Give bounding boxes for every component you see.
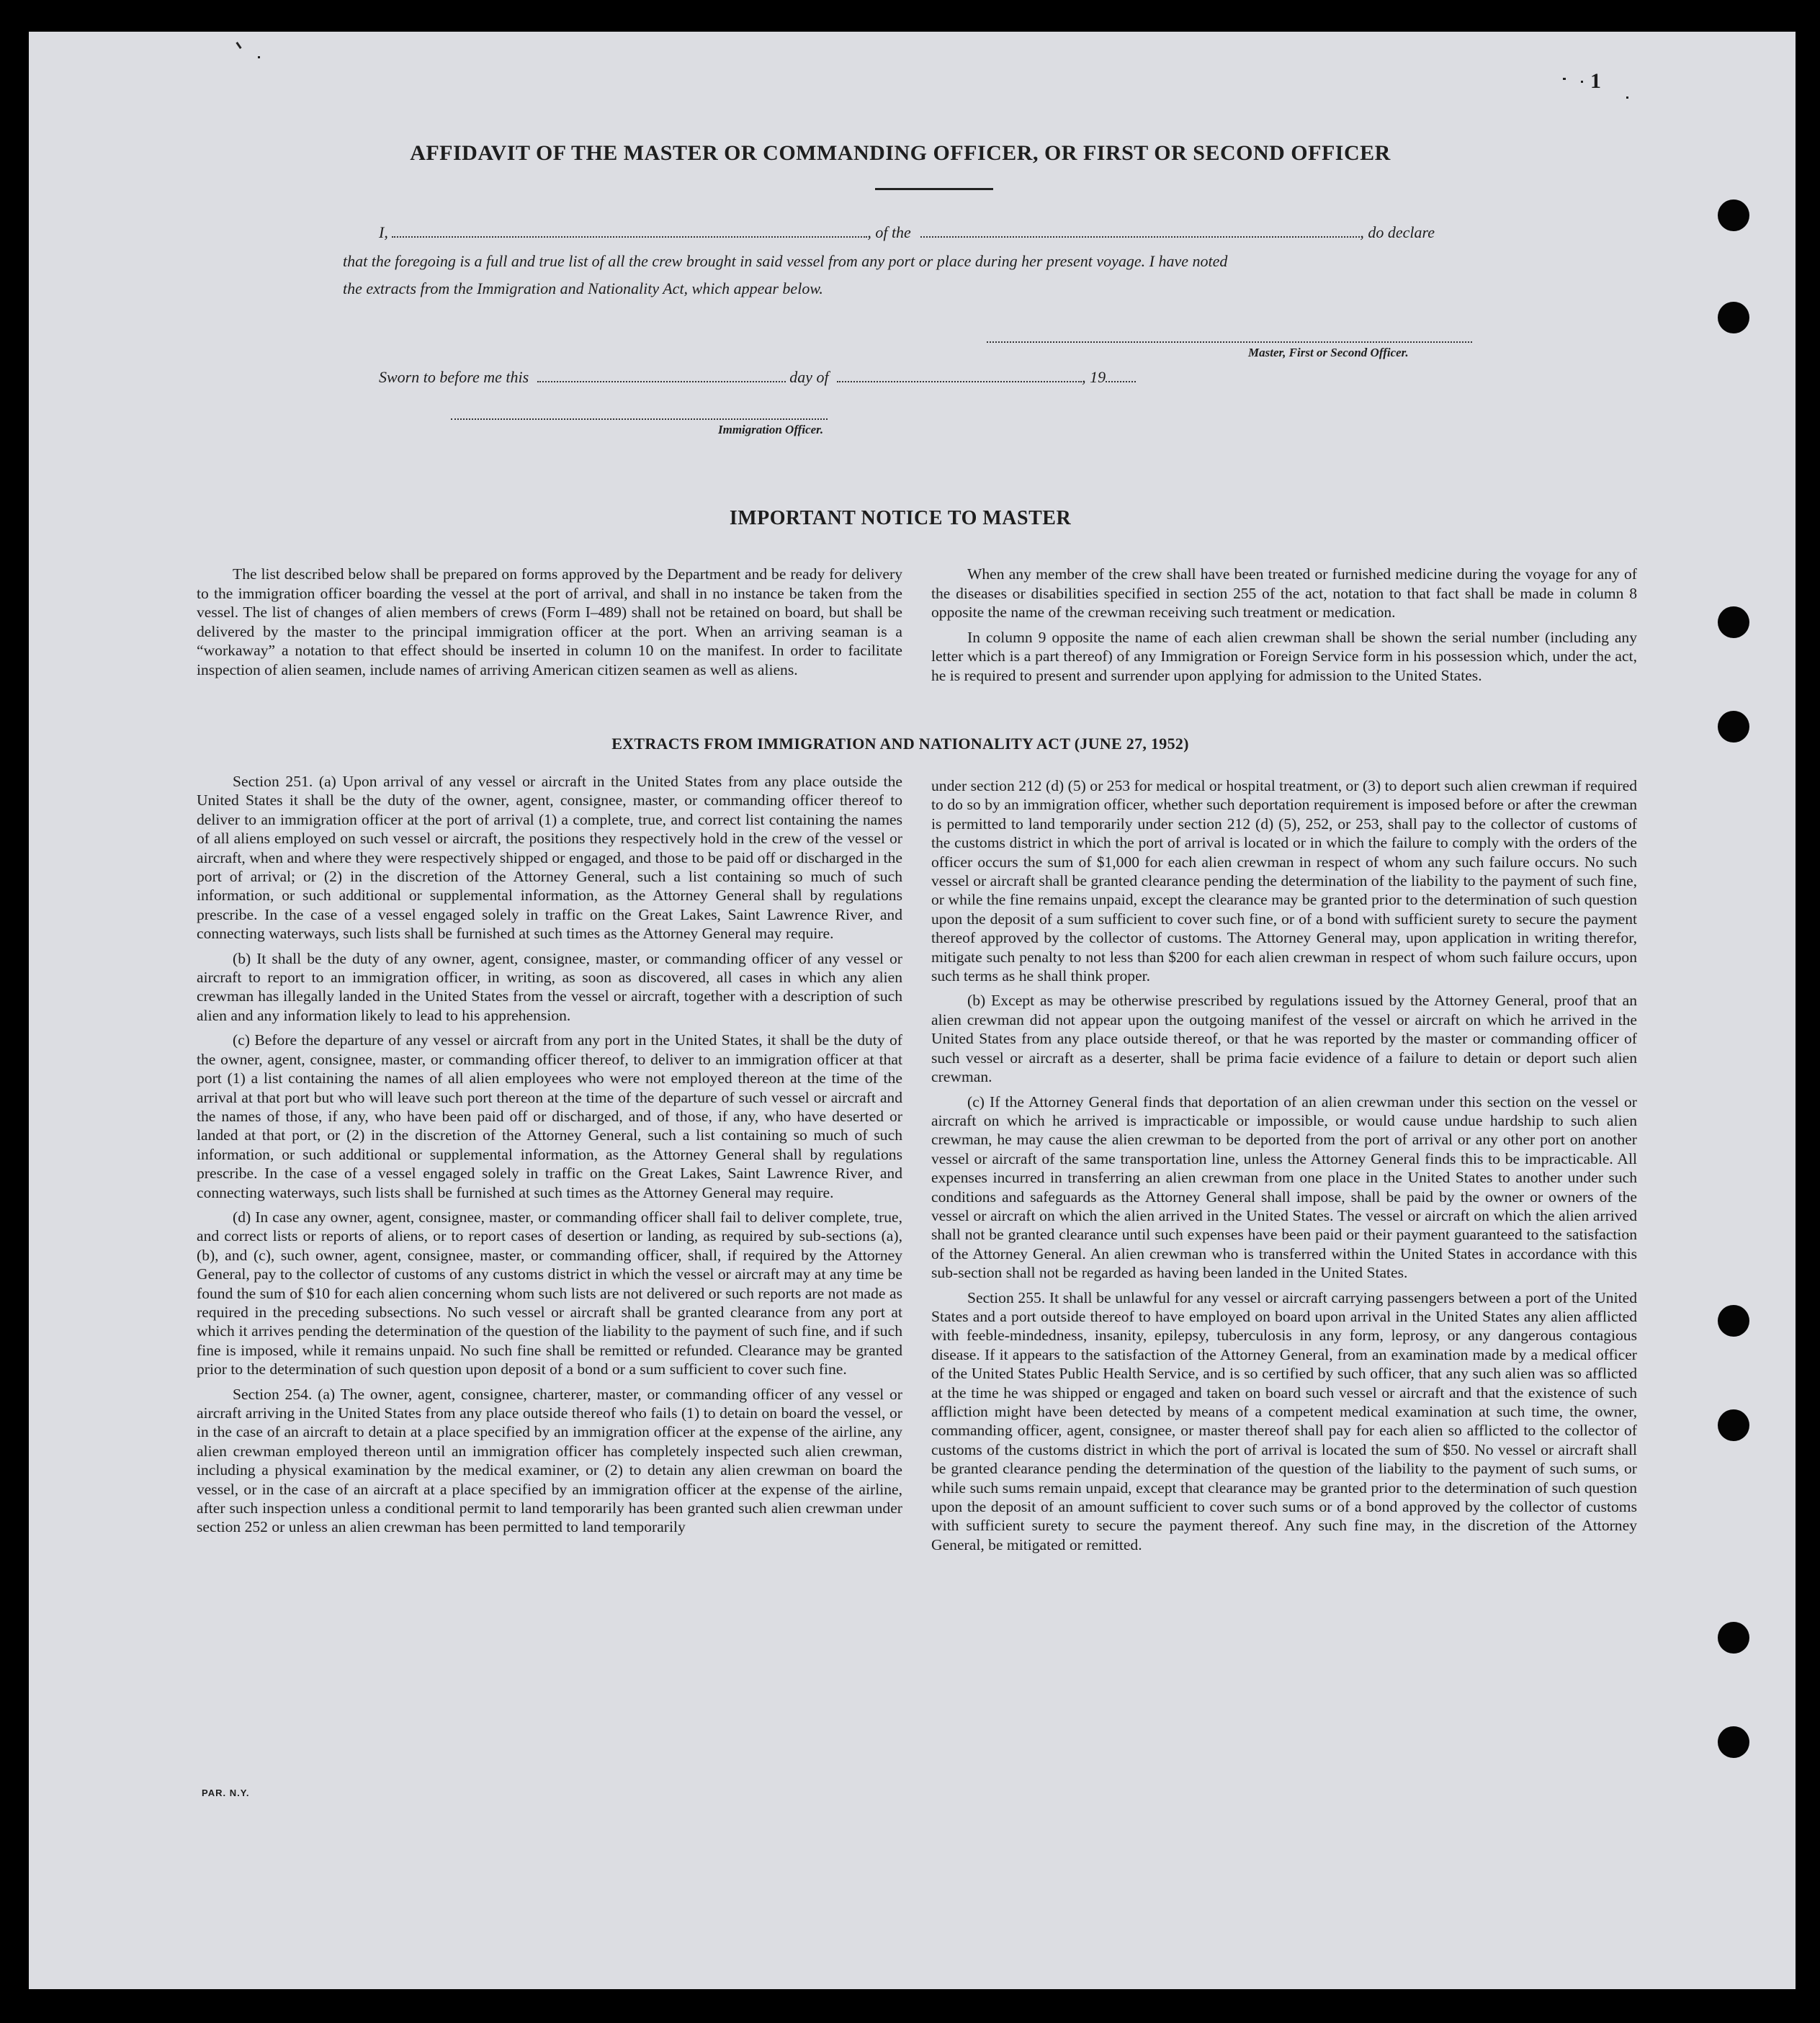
sworn-line <box>379 368 1136 387</box>
title-rule <box>875 188 993 190</box>
day-blank <box>537 380 786 382</box>
section-254a: Section 254. (a) The owner, agent, consignee, charterer, master, or commanding officer of any vessel or aircraft arriving in the United States from any place outside thereof who fails (1) to detain on board the vessel, or in the case of an aircraft to detain at a place specified by an immigration officer at the expense of the airline, any alien crewman employed thereon until an immigration officer has completely inspected such alien crewman, including a physical examination by the medical examiner, or (2) to detain any alien crewman on board the vessel, or in the case of an aircraft at a place specified by an immigration officer at the expense of the airline, after such inspection unless a conditional permit to land temporarily has been granted such alien crewman under section 252 or unless an alien crewman has been permitted to land temporarily <box>197 1385 902 1536</box>
notice-paragraph: In column 9 opposite the name of each alien crewman shall be shown the serial number (including any letter which is a part thereof) of any Immigration or Foreign Service form in his possession which, under the act, he is required to present and surrender upon applying for admission to the United States. <box>931 628 1637 684</box>
punch-hole <box>1718 1622 1749 1654</box>
page-mark: 1 <box>1590 69 1601 93</box>
extracts-title: EXTRACTS FROM IMMIGRATION AND NATIONALITY ACT (JUNE 27, 1952) <box>611 735 1189 753</box>
punch-hole <box>1718 302 1749 333</box>
declare-of-the-label: , of the <box>867 223 911 241</box>
punch-hole <box>1718 199 1749 231</box>
vessel-blank <box>920 236 1360 238</box>
section-255: Section 255. It shall be unlawful for any vessel or aircraft carrying passengers between a port of the United States and a port outside thereof to have employed on board upon arrival in the United States any alien afflicted with feeble-mindedness, insanity, epilepsy, tuberculosis in any form, leprosy, or any dangerous contagious disease. If it appears to the satisfaction of the Attorney General, from an examination made by a medical officer of the United States Public Health Service, and is so certified by such officer, that any such alien was so afflicted at the time he was shipped or engaged and taken on board such vessel or aircraft and that the existence of such affliction might have been detected by means of a competent medical examination at such time, the owner, commanding officer, agent, consignee, or master thereof shall pay for each alien so afflicted to the collector of customs of the customs district in which the port of arrival is located the sum of $50. No vessel or aircraft shall be granted clearance pending the determination of the question of the liability to the payment of such sums, or while such sums remain unpaid, except that clearance may be granted prior to the determination of such question upon the deposit of an amount sufficient to cover such sums or of a bond approved by the collector of customs with sufficient surety to secure the payment thereof. Any such fine may, in the discretion of the Attorney General, be mitigated or remitted. <box>931 1288 1637 1553</box>
month-blank <box>837 380 1082 382</box>
extracts-right-column <box>931 776 1637 1560</box>
affidavit-title: AFFIDAVIT OF THE MASTER OR COMMANDING OFFICER, OR FIRST OR SECOND OFFICER <box>410 141 1391 165</box>
declare-i-label: I, <box>379 223 388 241</box>
form-page <box>29 32 1796 1989</box>
declare-do-declare-label: , do declare <box>1360 223 1435 241</box>
year-blank <box>1106 380 1136 382</box>
notice-right-column <box>931 565 1637 691</box>
scan-speck <box>1626 97 1628 99</box>
section-254a-continued: under section 212 (d) (5) or 253 for medical or hospital treatment, or (3) to deport such alien crewman if required to do so by an immigration officer, whether such deportation requirement is imposed before or after the crewman is permitted to land temporarily under section 212 (d) (5), 252, or 253, shall pay to the collector of customs of the customs district in which the port of arrival is located or in which the failure to comply with the orders of the officer occurs the sum of $1,000 for each alien crewman in respect of whom any such failure occurs. No such vessel or aircraft shall be granted clearance pending the determination of the liability to the payment of such fine, or while the fine remains unpaid, except the clearance may be granted prior to the determination of such question upon the deposit of a sum sufficient to cover such fine, or of a bond with sufficient surety to secure the payment thereof approved by the collector of customs. The Attorney General may, upon application in writing therefor, mitigate such penalty to not less than $200 for each alien crewman in respect of whom such failure occurs, upon such terms as he shall think proper. <box>931 777 1637 985</box>
section-251b: (b) It shall be the duty of any owner, agent, consignee, master, or commanding officer of any vessel or aircraft to report to an immigration officer, in writing, as soon as discovered, all cases in which any alien crewman has illegally landed in the United States from the vessel or aircraft, together with a description of such alien and any information likely to lead to his apprehension. <box>197 949 902 1024</box>
master-signature-label: Master, First or Second Officer. <box>1248 346 1409 359</box>
punch-hole <box>1718 1726 1749 1758</box>
name-blank <box>392 236 867 238</box>
punch-hole <box>1718 606 1749 638</box>
section-251a: Section 251. (a) Upon arrival of any vessel or aircraft in the United States from any place outside the United States it shall be the duty of the owner, agent, consignee, master, or commanding officer thereof to deliver to an immigration officer at the port of arrival (1) a complete, true, and correct list containing the names of all aliens employed on such vessel or aircraft, the positions they respectively hold in the crew of the vessel or aircraft, when and where they were respectively shipped or engaged, and those to be paid off or discharged in the port of arrival; or (2) in the discretion of the Attorney General, such a list containing so much of such information, or such additional or supplemental information, as the Attorney General shall by regulations prescribe. In the case of a vessel engaged solely in traffic on the Great Lakes, Saint Lawrence River, and connecting waterways, such lists shall be furnished at such times as the Attorney General may require. <box>197 773 902 943</box>
sworn-prefix: Sworn to before me this <box>379 368 529 386</box>
section-254b: (b) Except as may be otherwise prescribed by regulations issued by the Attorney General, proof that an alien crewman did not appear upon the outgoing manifest of the vessel or aircraft on which he arrived in the United States from any place outside thereof, or that he was reported by the master or commanding officer of such vessel or aircraft as a deserter, shall be prima facie evidence of a failure to detain or deport such alien crewman. <box>931 992 1637 1086</box>
officer-signature-line <box>451 418 828 420</box>
extracts-left-column <box>197 772 902 1543</box>
notice-paragraph: When any member of the crew shall have been treated or furnished medicine during the voyage for any of the diseases or disabilities specified in section 255 of the act, notation to that fact shall be made in column 8 opposite the name of the crewman receiving such treatment or medication. <box>931 565 1637 622</box>
scan-speck <box>236 42 241 49</box>
notice-paragraph: The list described below shall be prepared on forms approved by the Department and be ready for delivery to the immigration officer boarding the vessel at the port of arrival, and shall in no instance be taken from the vessel. The list of changes of alien members of crews (Form I–489) shall not be retained on board, but shall be delivered by the master to the principal immigration officer at the port. When an arriving seaman is a “workaway” a notation to that effect should be inserted in column 10 on the manifest. In order to facilitate inspection of alien seamen, include names of arriving American citizen seamen as well as aliens. <box>197 565 902 678</box>
sworn-year: , 19 <box>1082 368 1106 386</box>
section-251d: (d) In case any owner, agent, consignee, master, or commanding officer shall fail to deliver complete, true, and correct lists or reports of aliens, or to report cases of desertion or landing, as required by sub-sections (a), (b), and (c), such owner, agent, consignee, master, or commanding officer, shall, if required by the Attorney General, pay to the collector of customs of any customs district in which the vessel or aircraft may at any time be found the sum of $10 for each alien concerning whom such lists are not delivered or such reports are not made as required in the preceding subsections. No such vessel or aircraft shall be granted clearance from any port at which it arrives pending the determination of the question of the liability to the payment of such fine, and if such fine is imposed, while it remains unpaid. No such fine shall be remitted or refunded. Clearance may be granted prior to the determination of such question upon deposit of a bond or a sum sufficient to cover such fine. <box>197 1208 902 1378</box>
printer-imprint: PAR. N.Y. <box>202 1787 250 1798</box>
notice-title: IMPORTANT NOTICE TO MASTER <box>729 507 1072 529</box>
scan-speck <box>1563 78 1566 80</box>
declaration-line-3: the extracts from the Immigration and Nationality Act, which appear below. <box>343 279 823 297</box>
declaration-line-1 <box>379 223 1435 242</box>
section-251c: (c) Before the departure of any vessel or aircraft from any port in the United States, it shall be the duty of the owner, agent, consignee, master, or commanding officer thereof, to deliver to an immigration officer at that port (1) a list containing the names of all alien employees who were not employed thereon at the time of the arrival at that port but who will leave such port thereon at the time of the departure of such vessel or aircraft and the names of those, if any, who have been paid off or discharged, and of those, if any, who have deserted or landed at that port, or (2) in the discretion of the Attorney General, such a list containing so much of such information, or such additional or supplemental information, as the Attorney General shall by regulations prescribe. In the case of a vessel engaged solely in traffic on the Great Lakes, Saint Lawrence River, and connecting waterways, such lists shall be furnished at such times as the Attorney General may require. <box>197 1031 902 1201</box>
scan-speck <box>1581 81 1583 83</box>
scan-speck <box>258 56 260 58</box>
punch-hole <box>1718 1409 1749 1441</box>
sworn-day-of: day of <box>789 368 829 386</box>
notice-left-column <box>197 565 902 686</box>
punch-hole <box>1718 1305 1749 1337</box>
declaration-line-2: that the foregoing is a full and true list of all the crew brought in said vessel from any port or place during her present voyage. I have noted <box>343 252 1228 270</box>
master-signature-line <box>987 341 1472 343</box>
section-254c: (c) If the Attorney General finds that deportation of an alien crewman under this section on the vessel or aircraft on which he arrived is impracticable or impossible, or would cause undue hardship to such alien crewman, he may cause the alien crewman to be deported from the port of arrival or any other port on another vessel or aircraft of the same transportation line, unless the Attorney General finds this to be impracticable. All expenses incurred in transferring an alien crewman from one place in the United States to another under such conditions and safeguards as the Attorney General shall impose, shall be paid by the owner or owners of the vessel or aircraft on which the alien arrived in the United States. The vessel or aircraft on which the alien arrived shall not be granted clearance until such expenses have been paid or their payment guaranteed to the satisfaction of the Attorney General. An alien crewman who is transferred within the United States in accordance with this sub-section shall not be regarded as having been landed in the United States. <box>931 1093 1637 1282</box>
officer-signature-label: Immigration Officer. <box>718 423 824 436</box>
